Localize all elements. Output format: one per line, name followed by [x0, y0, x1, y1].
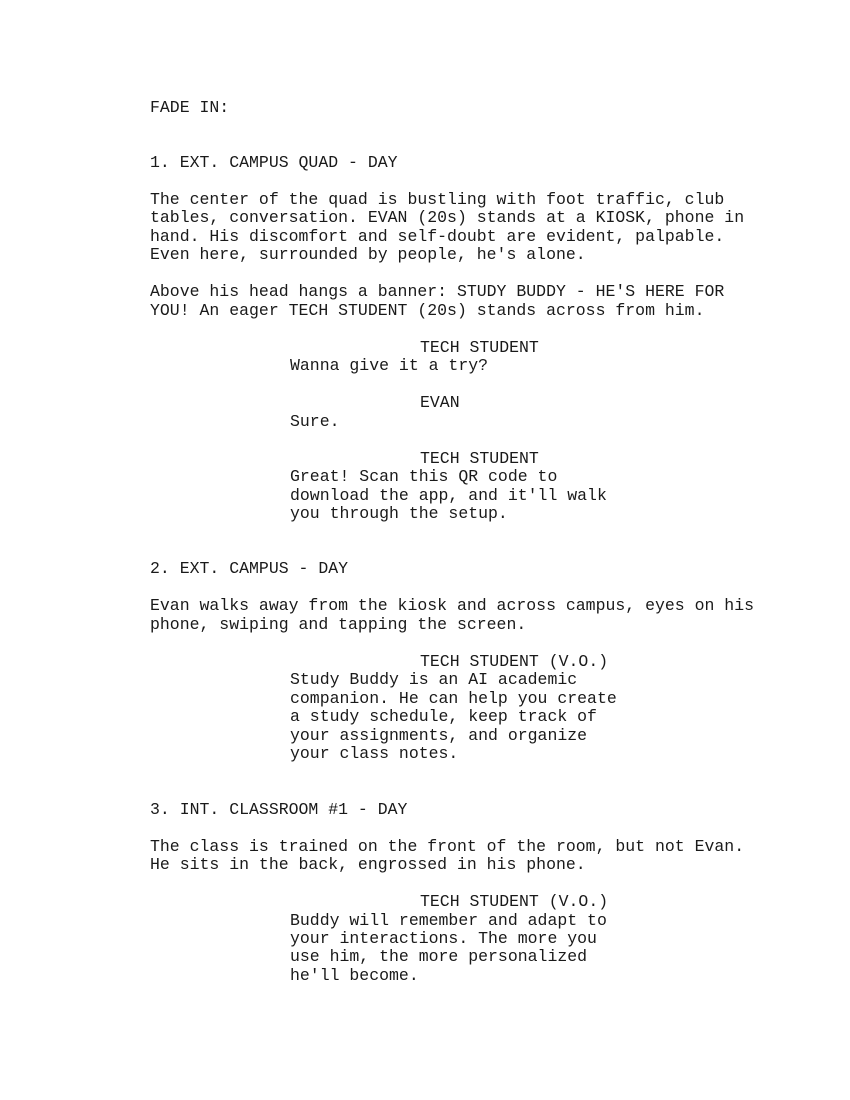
character-cue: TECH STUDENT (V.O.) — [420, 652, 609, 671]
character-cue: TECH STUDENT — [420, 449, 539, 468]
dialogue-line: you through the setup. — [290, 504, 508, 523]
dialogue-line: Buddy will remember and adapt to — [290, 911, 607, 930]
dialogue-line: Sure. — [290, 412, 340, 431]
dialogue-line: Wanna give it a try? — [290, 356, 489, 375]
action-line: phone, swiping and tapping the screen. — [150, 615, 527, 634]
scene-heading-1: 1. EXT. CAMPUS QUAD - DAY — [150, 153, 398, 172]
dialogue-line: Great! Scan this QR code to — [290, 467, 558, 486]
character-cue: TECH STUDENT — [420, 338, 539, 357]
dialogue-line: download the app, and it'll walk — [290, 486, 607, 505]
action-line: hand. His discomfort and self-doubt are evident, palpable. — [150, 227, 725, 246]
character-cue: EVAN — [420, 393, 460, 412]
action-line: Above his head hangs a banner: STUDY BUDDY - HE'S HERE FOR — [150, 282, 725, 301]
dialogue-line: a study schedule, keep track of — [290, 707, 597, 726]
fade-in-transition: FADE IN: — [150, 98, 230, 117]
dialogue-line: Study Buddy is an AI academic — [290, 670, 578, 689]
action-line: tables, conversation. EVAN (20s) stands at a KIOSK, phone in — [150, 208, 745, 227]
action-line: Even here, surrounded by people, he's alone. — [150, 245, 586, 264]
action-line: He sits in the back, engrossed in his phone. — [150, 855, 586, 874]
dialogue-line: companion. He can help you create — [290, 689, 617, 708]
dialogue-line: your interactions. The more you — [290, 929, 597, 948]
action-line: The center of the quad is bustling with foot traffic, club — [150, 190, 725, 209]
action-line: YOU! An eager TECH STUDENT (20s) stands across from him. — [150, 301, 705, 320]
action-line: The class is trained on the front of the room, but not Evan. — [150, 837, 745, 856]
dialogue-line: he'll become. — [290, 966, 419, 985]
scene-heading-3: 3. INT. CLASSROOM #1 - DAY — [150, 800, 408, 819]
action-line: Evan walks away from the kiosk and across campus, eyes on his — [150, 596, 754, 615]
scene-heading-2: 2. EXT. CAMPUS - DAY — [150, 559, 349, 578]
dialogue-line: your assignments, and organize — [290, 726, 588, 745]
character-cue: TECH STUDENT (V.O.) — [420, 892, 609, 911]
dialogue-line: use him, the more personalized — [290, 947, 588, 966]
dialogue-line: your class notes. — [290, 744, 459, 763]
